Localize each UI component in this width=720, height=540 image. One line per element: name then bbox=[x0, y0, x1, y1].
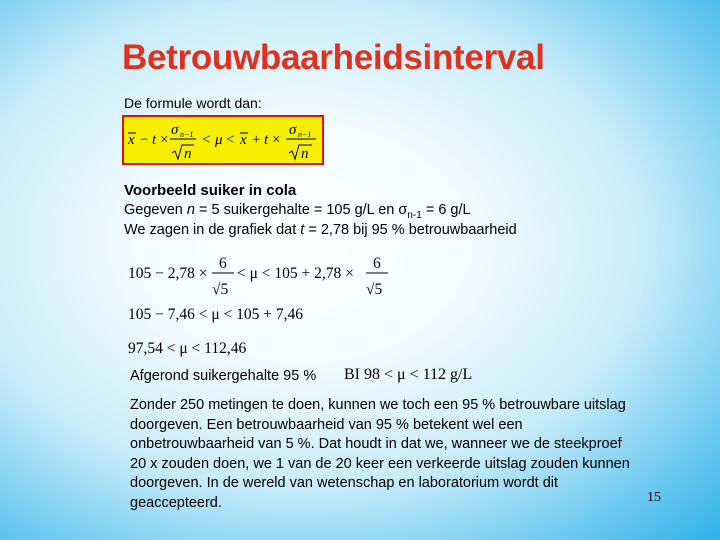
example-heading: Voorbeeld suiker in cola bbox=[124, 182, 297, 199]
formula-sigma-sub-2: n−1 bbox=[298, 130, 312, 139]
calc-row3: 97,54 < μ < 112,46 bbox=[128, 340, 247, 357]
given-prefix: Gegeven bbox=[124, 202, 183, 218]
calculation-block bbox=[128, 254, 408, 369]
formula-plus: + bbox=[252, 132, 261, 148]
confidence-interval-result: BI 98 < μ < 112 g/L bbox=[344, 366, 473, 383]
calc-frac1-den: √5 bbox=[212, 281, 229, 298]
calc-frac1-num: 6 bbox=[219, 255, 227, 272]
conclusion-paragraph: Zonder 250 metingen te doen, kunnen we toch een 95 % betrouwbare uitslag doorgeven. Een betrouwbaarheid van 95 % betekent wel een onbetrouwbaarheid van 5 %. Dat houdt in dat we, wanneer we de steekproef 20 x zouden doen, we 1 van de 20 keer een verkeerde uitslag zouden kunnen doorgeven. In de wereld van wetenschap en laboratorium wordt dit geaccepteerd. bbox=[130, 397, 630, 511]
calc-row1-left: 105 − 2,78 × bbox=[128, 265, 208, 282]
slide-title: Betrouwbaarheidsinterval bbox=[122, 38, 545, 77]
calc-row2: 105 − 7,46 < μ < 105 + 7,46 bbox=[128, 306, 304, 323]
formula-xbar: x bbox=[128, 132, 135, 148]
rounded-label: Afgerond suikergehalte 95 % bbox=[130, 368, 317, 384]
formula-minus: − bbox=[140, 132, 149, 148]
intro-text: De formule wordt dan: bbox=[124, 95, 262, 111]
n-symbol: n bbox=[186, 202, 195, 218]
formula-sigma-sub: n−1 bbox=[180, 130, 194, 139]
formula-lt-2: < bbox=[226, 132, 235, 148]
formula-lt-1: < bbox=[202, 132, 211, 148]
formula-mu: μ bbox=[215, 132, 223, 148]
calc-frac2-den: √5 bbox=[366, 281, 383, 298]
graph-line bbox=[124, 222, 517, 238]
formula-t: t bbox=[152, 132, 157, 148]
formula-sqrt-n: n bbox=[184, 146, 192, 162]
formula-graphic bbox=[124, 117, 322, 163]
formula-t-2: t bbox=[264, 132, 269, 148]
calc-row1-mid: < μ < 105 + 2,78 × bbox=[237, 265, 354, 282]
calculation-graphic bbox=[128, 254, 408, 364]
formula-sqrt-n-2: n bbox=[301, 146, 309, 162]
page-number: 15 bbox=[647, 490, 661, 505]
formula-sigma-2: σ bbox=[289, 122, 297, 138]
confidence-interval-formula bbox=[122, 115, 324, 165]
formula-times-2: × bbox=[272, 132, 281, 148]
graph-line-before: We zagen in de grafiek dat bbox=[124, 222, 297, 238]
sigma-subscript: n-1 bbox=[407, 209, 422, 221]
formula-xbar-2: x bbox=[240, 132, 247, 148]
sigma-value: = 6 g/L bbox=[425, 202, 471, 218]
formula-times: × bbox=[160, 132, 169, 148]
sigma-symbol: σ bbox=[398, 202, 408, 218]
t-symbol: t bbox=[300, 222, 305, 238]
calc-frac2-num: 6 bbox=[373, 255, 381, 272]
given-line bbox=[124, 202, 471, 221]
given-n-text: = 5 suikergehalte = 105 g/L en bbox=[199, 202, 395, 218]
graph-line-after: = 2,78 bij 95 % betrouwbaarheid bbox=[308, 222, 517, 238]
formula-sigma: σ bbox=[171, 122, 179, 138]
